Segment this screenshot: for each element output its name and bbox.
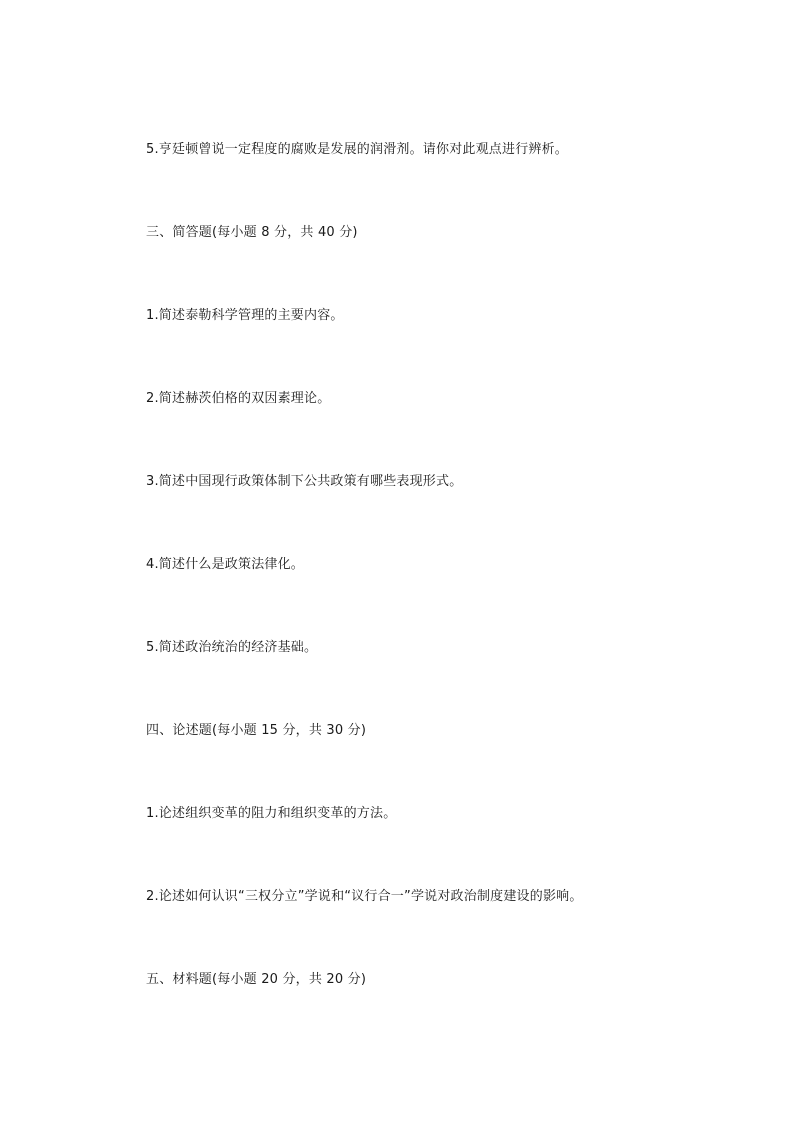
question-4-1: 1.论述组织变革的阻力和组织变革的方法。	[146, 806, 397, 821]
question-3-1: 1.简述泰勒科学管理的主要内容。	[146, 308, 344, 323]
section-5-heading: 五、材料题(每小题 20 分，共 20 分)	[146, 972, 367, 987]
question-3-2: 2.简述赫茨伯格的双因素理论。	[146, 391, 331, 406]
question-3-4: 4.简述什么是政策法律化。	[146, 557, 305, 572]
section-4-heading: 四、论述题(每小题 15 分，共 30 分)	[146, 723, 367, 738]
question-3-5: 5.简述政治统治的经济基础。	[146, 640, 318, 655]
question-2-5: 5.亨廷顿曾说一定程度的腐败是发展的润滑剂。请你对此观点进行辨析。	[146, 142, 569, 157]
question-3-3: 3.简述中国现行政策体制下公共政策有哪些表现形式。	[146, 474, 463, 489]
section-3-heading: 三、简答题(每小题 8 分，共 40 分)	[146, 225, 358, 240]
question-4-2: 2.论述如何认识“三权分立”学说和“议行合一”学说对政治制度建设的影响。	[146, 889, 583, 904]
